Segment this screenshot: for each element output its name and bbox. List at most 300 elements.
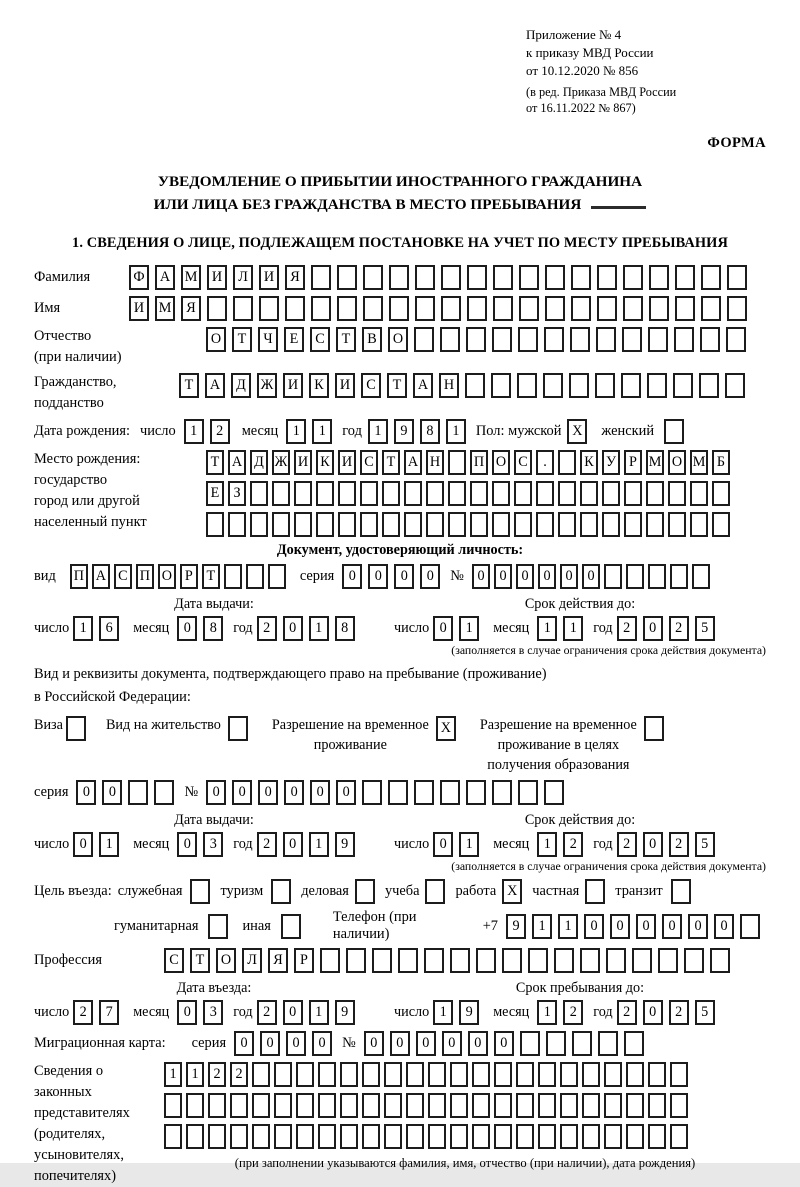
char-cell[interactable] [560,1062,578,1087]
char-cell[interactable] [668,512,686,537]
temp-permit-checkbox[interactable] [436,715,462,742]
char-cell[interactable] [518,327,538,352]
char-cell[interactable] [602,512,620,537]
char-cell[interactable]: Т [202,564,220,589]
char-cell[interactable] [502,948,522,973]
stay-year-input[interactable] [617,999,721,1026]
char-cell[interactable] [230,1093,248,1118]
char-cell[interactable] [582,1124,600,1149]
char-cell[interactable]: Л [242,948,262,973]
char-cell[interactable]: И [259,265,279,290]
char-cell[interactable] [448,450,466,475]
char-cell[interactable]: 2 [669,1000,689,1025]
char-cell[interactable]: У [602,450,620,475]
surname-input[interactable] [129,264,753,291]
char-cell[interactable] [493,265,513,290]
purpose-business-checkbox[interactable] [355,878,381,905]
char-cell[interactable] [164,1124,182,1149]
char-cell[interactable]: М [181,265,201,290]
char-cell[interactable] [725,373,745,398]
birth-place-input-row3[interactable] [206,511,734,538]
entry-day-input[interactable] [73,999,125,1026]
char-cell[interactable]: 1 [532,914,552,939]
char-cell[interactable] [389,296,409,321]
char-cell[interactable] [554,948,574,973]
migration-number-input[interactable] [364,1030,650,1057]
stay-day-input[interactable] [433,999,485,1026]
char-cell[interactable]: 2 [73,1000,93,1025]
char-cell[interactable] [406,1124,424,1149]
permit-valid-day-input[interactable] [433,831,485,858]
char-cell[interactable] [466,327,486,352]
issue-year-input[interactable] [257,615,361,642]
char-cell[interactable] [492,512,510,537]
char-cell[interactable] [318,1062,336,1087]
char-cell[interactable]: О [158,564,176,589]
char-cell[interactable]: 0 [433,832,453,857]
char-cell[interactable]: Т [206,450,224,475]
char-cell[interactable]: С [360,450,378,475]
char-cell[interactable] [372,948,392,973]
char-cell[interactable]: 5 [695,1000,715,1025]
char-cell[interactable] [466,780,486,805]
char-cell[interactable]: Л [233,265,253,290]
char-cell[interactable]: X [502,879,522,904]
char-cell[interactable] [362,1124,380,1149]
char-cell[interactable]: 2 [617,1000,637,1025]
char-cell[interactable]: 0 [177,832,197,857]
char-cell[interactable]: П [136,564,154,589]
char-cell[interactable] [658,948,678,973]
char-cell[interactable] [558,481,576,506]
char-cell[interactable] [647,373,667,398]
char-cell[interactable] [318,1093,336,1118]
char-cell[interactable]: 2 [563,832,583,857]
char-cell[interactable]: С [514,450,532,475]
char-cell[interactable] [470,512,488,537]
char-cell[interactable]: 0 [442,1031,462,1056]
char-cell[interactable]: 0 [310,780,330,805]
char-cell[interactable] [415,265,435,290]
char-cell[interactable] [428,1093,446,1118]
char-cell[interactable]: 1 [537,1000,557,1025]
char-cell[interactable] [670,1124,688,1149]
char-cell[interactable]: 2 [210,419,230,444]
char-cell[interactable]: 0 [582,564,600,589]
char-cell[interactable] [528,948,548,973]
char-cell[interactable] [597,296,617,321]
purpose-work-checkbox[interactable] [502,878,528,905]
char-cell[interactable] [626,1124,644,1149]
legal-reps-input-row1[interactable] [164,1061,766,1088]
char-cell[interactable] [281,914,301,939]
char-cell[interactable]: К [309,373,329,398]
char-cell[interactable] [472,1062,490,1087]
char-cell[interactable] [467,265,487,290]
char-cell[interactable] [190,879,210,904]
char-cell[interactable] [727,265,747,290]
char-cell[interactable]: 0 [312,1031,332,1056]
char-cell[interactable]: 0 [433,616,453,641]
char-cell[interactable]: Т [387,373,407,398]
char-cell[interactable] [207,296,227,321]
char-cell[interactable]: 0 [390,1031,410,1056]
char-cell[interactable] [494,1124,512,1149]
char-cell[interactable] [208,914,228,939]
char-cell[interactable]: 0 [394,564,414,589]
entry-year-input[interactable] [257,999,361,1026]
char-cell[interactable] [699,373,719,398]
char-cell[interactable] [623,265,643,290]
char-cell[interactable]: Т [179,373,199,398]
char-cell[interactable] [294,481,312,506]
legal-reps-input-row3[interactable] [164,1123,766,1150]
char-cell[interactable]: 0 [420,564,440,589]
char-cell[interactable]: 2 [563,1000,583,1025]
char-cell[interactable] [415,296,435,321]
char-cell[interactable] [441,265,461,290]
char-cell[interactable] [492,481,510,506]
char-cell[interactable]: 0 [284,780,304,805]
permit-number-input[interactable] [206,779,570,806]
char-cell[interactable]: 0 [472,564,490,589]
char-cell[interactable] [572,1031,592,1056]
char-cell[interactable] [710,948,730,973]
char-cell[interactable]: 0 [232,780,252,805]
char-cell[interactable] [624,512,642,537]
purpose-other-checkbox[interactable] [281,913,307,940]
char-cell[interactable]: А [228,450,246,475]
char-cell[interactable]: 1 [312,419,332,444]
char-cell[interactable] [465,373,485,398]
char-cell[interactable] [536,512,554,537]
char-cell[interactable] [623,296,643,321]
char-cell[interactable] [604,564,622,589]
char-cell[interactable]: З [228,481,246,506]
char-cell[interactable]: Н [439,373,459,398]
char-cell[interactable] [271,879,291,904]
char-cell[interactable] [311,265,331,290]
char-cell[interactable]: П [470,450,488,475]
purpose-private-checkbox[interactable] [585,878,611,905]
char-cell[interactable] [424,948,444,973]
char-cell[interactable]: Я [285,265,305,290]
char-cell[interactable] [252,1124,270,1149]
char-cell[interactable] [727,296,747,321]
char-cell[interactable]: Е [206,481,224,506]
char-cell[interactable]: А [155,265,175,290]
char-cell[interactable] [604,1093,622,1118]
char-cell[interactable] [272,481,290,506]
birth-place-input-row1[interactable] [206,449,734,476]
char-cell[interactable] [388,780,408,805]
char-cell[interactable] [648,327,668,352]
char-cell[interactable]: 9 [394,419,414,444]
doc-series-input[interactable] [342,563,446,590]
char-cell[interactable] [520,1031,540,1056]
char-cell[interactable] [206,512,224,537]
char-cell[interactable] [382,512,400,537]
char-cell[interactable] [208,1093,226,1118]
char-cell[interactable]: 0 [368,564,388,589]
char-cell[interactable]: 0 [206,780,226,805]
char-cell[interactable] [268,564,286,589]
char-cell[interactable] [670,1062,688,1087]
char-cell[interactable] [621,373,641,398]
birth-month-input[interactable] [286,418,338,445]
char-cell[interactable] [296,1093,314,1118]
char-cell[interactable] [362,1062,380,1087]
char-cell[interactable]: 6 [99,616,119,641]
char-cell[interactable]: 0 [538,564,556,589]
char-cell[interactable] [514,512,532,537]
char-cell[interactable]: 0 [336,780,356,805]
permit-issue-day-input[interactable] [73,831,125,858]
char-cell[interactable]: 2 [257,832,277,857]
char-cell[interactable]: 1 [537,616,557,641]
char-cell[interactable] [476,948,496,973]
char-cell[interactable] [252,1093,270,1118]
migration-series-input[interactable] [234,1030,338,1057]
char-cell[interactable]: 2 [669,832,689,857]
char-cell[interactable] [398,948,418,973]
char-cell[interactable] [582,1093,600,1118]
char-cell[interactable]: 5 [695,832,715,857]
char-cell[interactable] [538,1124,556,1149]
char-cell[interactable] [664,419,684,444]
char-cell[interactable] [644,716,664,741]
char-cell[interactable]: 1 [459,616,479,641]
issue-day-input[interactable] [73,615,125,642]
char-cell[interactable] [598,1031,618,1056]
char-cell[interactable]: 0 [610,914,630,939]
char-cell[interactable] [646,512,664,537]
char-cell[interactable] [294,512,312,537]
char-cell[interactable]: Ж [257,373,277,398]
char-cell[interactable]: 0 [636,914,656,939]
char-cell[interactable] [406,1062,424,1087]
birth-year-input[interactable] [368,418,472,445]
char-cell[interactable] [546,1031,566,1056]
char-cell[interactable]: 1 [558,914,578,939]
char-cell[interactable] [440,327,460,352]
char-cell[interactable]: 0 [283,832,303,857]
char-cell[interactable] [675,296,695,321]
char-cell[interactable] [296,1062,314,1087]
char-cell[interactable]: 9 [335,832,355,857]
char-cell[interactable]: А [205,373,225,398]
char-cell[interactable] [128,780,148,805]
birth-day-input[interactable] [184,418,236,445]
permit-valid-year-input[interactable] [617,831,721,858]
char-cell[interactable] [571,265,591,290]
char-cell[interactable] [606,948,626,973]
char-cell[interactable] [360,481,378,506]
char-cell[interactable]: 0 [584,914,604,939]
char-cell[interactable] [648,1093,666,1118]
char-cell[interactable] [726,327,746,352]
char-cell[interactable] [671,879,691,904]
char-cell[interactable]: К [580,450,598,475]
char-cell[interactable] [428,1062,446,1087]
visa-checkbox[interactable] [66,715,92,742]
char-cell[interactable]: 0 [260,1031,280,1056]
char-cell[interactable] [624,1031,644,1056]
char-cell[interactable] [384,1124,402,1149]
char-cell[interactable] [648,1124,666,1149]
char-cell[interactable]: С [114,564,132,589]
purpose-humanitarian-checkbox[interactable] [208,913,234,940]
char-cell[interactable] [186,1093,204,1118]
char-cell[interactable] [545,265,565,290]
char-cell[interactable]: 0 [73,832,93,857]
char-cell[interactable] [338,481,356,506]
char-cell[interactable]: 1 [446,419,466,444]
char-cell[interactable] [338,512,356,537]
char-cell[interactable]: 9 [506,914,526,939]
char-cell[interactable] [519,265,539,290]
char-cell[interactable] [252,1062,270,1087]
char-cell[interactable] [337,265,357,290]
char-cell[interactable] [362,780,382,805]
char-cell[interactable] [404,481,422,506]
char-cell[interactable]: С [164,948,184,973]
char-cell[interactable]: Т [336,327,356,352]
char-cell[interactable] [494,1093,512,1118]
char-cell[interactable] [538,1062,556,1087]
char-cell[interactable]: Н [426,450,444,475]
char-cell[interactable] [426,512,444,537]
char-cell[interactable]: 1 [309,1000,329,1025]
doc-type-input[interactable] [70,563,290,590]
char-cell[interactable]: 0 [494,1031,514,1056]
char-cell[interactable]: Д [231,373,251,398]
char-cell[interactable] [519,296,539,321]
char-cell[interactable] [690,481,708,506]
char-cell[interactable] [472,1124,490,1149]
char-cell[interactable] [250,481,268,506]
char-cell[interactable]: 8 [203,616,223,641]
char-cell[interactable] [224,564,242,589]
char-cell[interactable]: 0 [688,914,708,939]
char-cell[interactable]: 2 [617,616,637,641]
char-cell[interactable] [569,373,589,398]
char-cell[interactable]: 2 [669,616,689,641]
char-cell[interactable]: 3 [203,832,223,857]
char-cell[interactable] [208,1124,226,1149]
char-cell[interactable] [360,512,378,537]
char-cell[interactable] [406,1093,424,1118]
char-cell[interactable] [355,879,375,904]
char-cell[interactable]: А [404,450,422,475]
char-cell[interactable] [674,327,694,352]
char-cell[interactable]: М [646,450,664,475]
char-cell[interactable] [318,1124,336,1149]
issue-month-input[interactable] [177,615,229,642]
char-cell[interactable] [404,512,422,537]
char-cell[interactable] [311,296,331,321]
char-cell[interactable] [346,948,366,973]
char-cell[interactable] [668,481,686,506]
char-cell[interactable]: 1 [99,832,119,857]
char-cell[interactable]: 1 [368,419,388,444]
phone-input[interactable] [506,913,766,940]
char-cell[interactable] [363,265,383,290]
char-cell[interactable] [585,879,605,904]
char-cell[interactable] [558,450,576,475]
purpose-official-checkbox[interactable] [190,878,216,905]
char-cell[interactable]: П [70,564,88,589]
char-cell[interactable] [441,296,461,321]
char-cell[interactable]: 0 [714,914,734,939]
char-cell[interactable]: 8 [420,419,440,444]
char-cell[interactable] [363,296,383,321]
char-cell[interactable]: 0 [468,1031,488,1056]
profession-input[interactable] [164,947,736,974]
firstname-input[interactable] [129,295,753,322]
char-cell[interactable] [544,327,564,352]
char-cell[interactable]: 8 [335,616,355,641]
char-cell[interactable] [670,564,688,589]
char-cell[interactable]: 7 [99,1000,119,1025]
char-cell[interactable] [384,1062,402,1087]
char-cell[interactable]: С [310,327,330,352]
char-cell[interactable]: 0 [286,1031,306,1056]
char-cell[interactable]: И [294,450,312,475]
legal-reps-input-row2[interactable] [164,1092,766,1119]
char-cell[interactable] [274,1062,292,1087]
char-cell[interactable]: Я [181,296,201,321]
purpose-study-checkbox[interactable] [425,878,451,905]
char-cell[interactable]: Р [180,564,198,589]
char-cell[interactable] [492,327,512,352]
char-cell[interactable]: К [316,450,334,475]
char-cell[interactable]: Ч [258,327,278,352]
char-cell[interactable] [675,265,695,290]
char-cell[interactable] [649,265,669,290]
char-cell[interactable]: 9 [459,1000,479,1025]
char-cell[interactable]: О [388,327,408,352]
char-cell[interactable]: 0 [643,616,663,641]
char-cell[interactable] [670,1093,688,1118]
char-cell[interactable] [712,481,730,506]
char-cell[interactable] [246,564,264,589]
char-cell[interactable]: 1 [73,616,93,641]
char-cell[interactable]: О [216,948,236,973]
char-cell[interactable]: 0 [283,616,303,641]
char-cell[interactable] [648,1062,666,1087]
char-cell[interactable] [604,1062,622,1087]
char-cell[interactable] [622,327,642,352]
char-cell[interactable] [233,296,253,321]
char-cell[interactable] [316,481,334,506]
char-cell[interactable]: 0 [416,1031,436,1056]
char-cell[interactable]: 3 [203,1000,223,1025]
char-cell[interactable] [428,1124,446,1149]
char-cell[interactable]: Ф [129,265,149,290]
residence-permit-checkbox[interactable] [228,715,254,742]
char-cell[interactable]: Р [624,450,642,475]
char-cell[interactable]: С [361,373,381,398]
char-cell[interactable] [700,327,720,352]
char-cell[interactable] [228,716,248,741]
char-cell[interactable]: 0 [234,1031,254,1056]
permit-series-input[interactable] [76,779,180,806]
stay-month-input[interactable] [537,999,589,1026]
char-cell[interactable] [595,373,615,398]
char-cell[interactable] [516,1093,534,1118]
char-cell[interactable] [646,481,664,506]
